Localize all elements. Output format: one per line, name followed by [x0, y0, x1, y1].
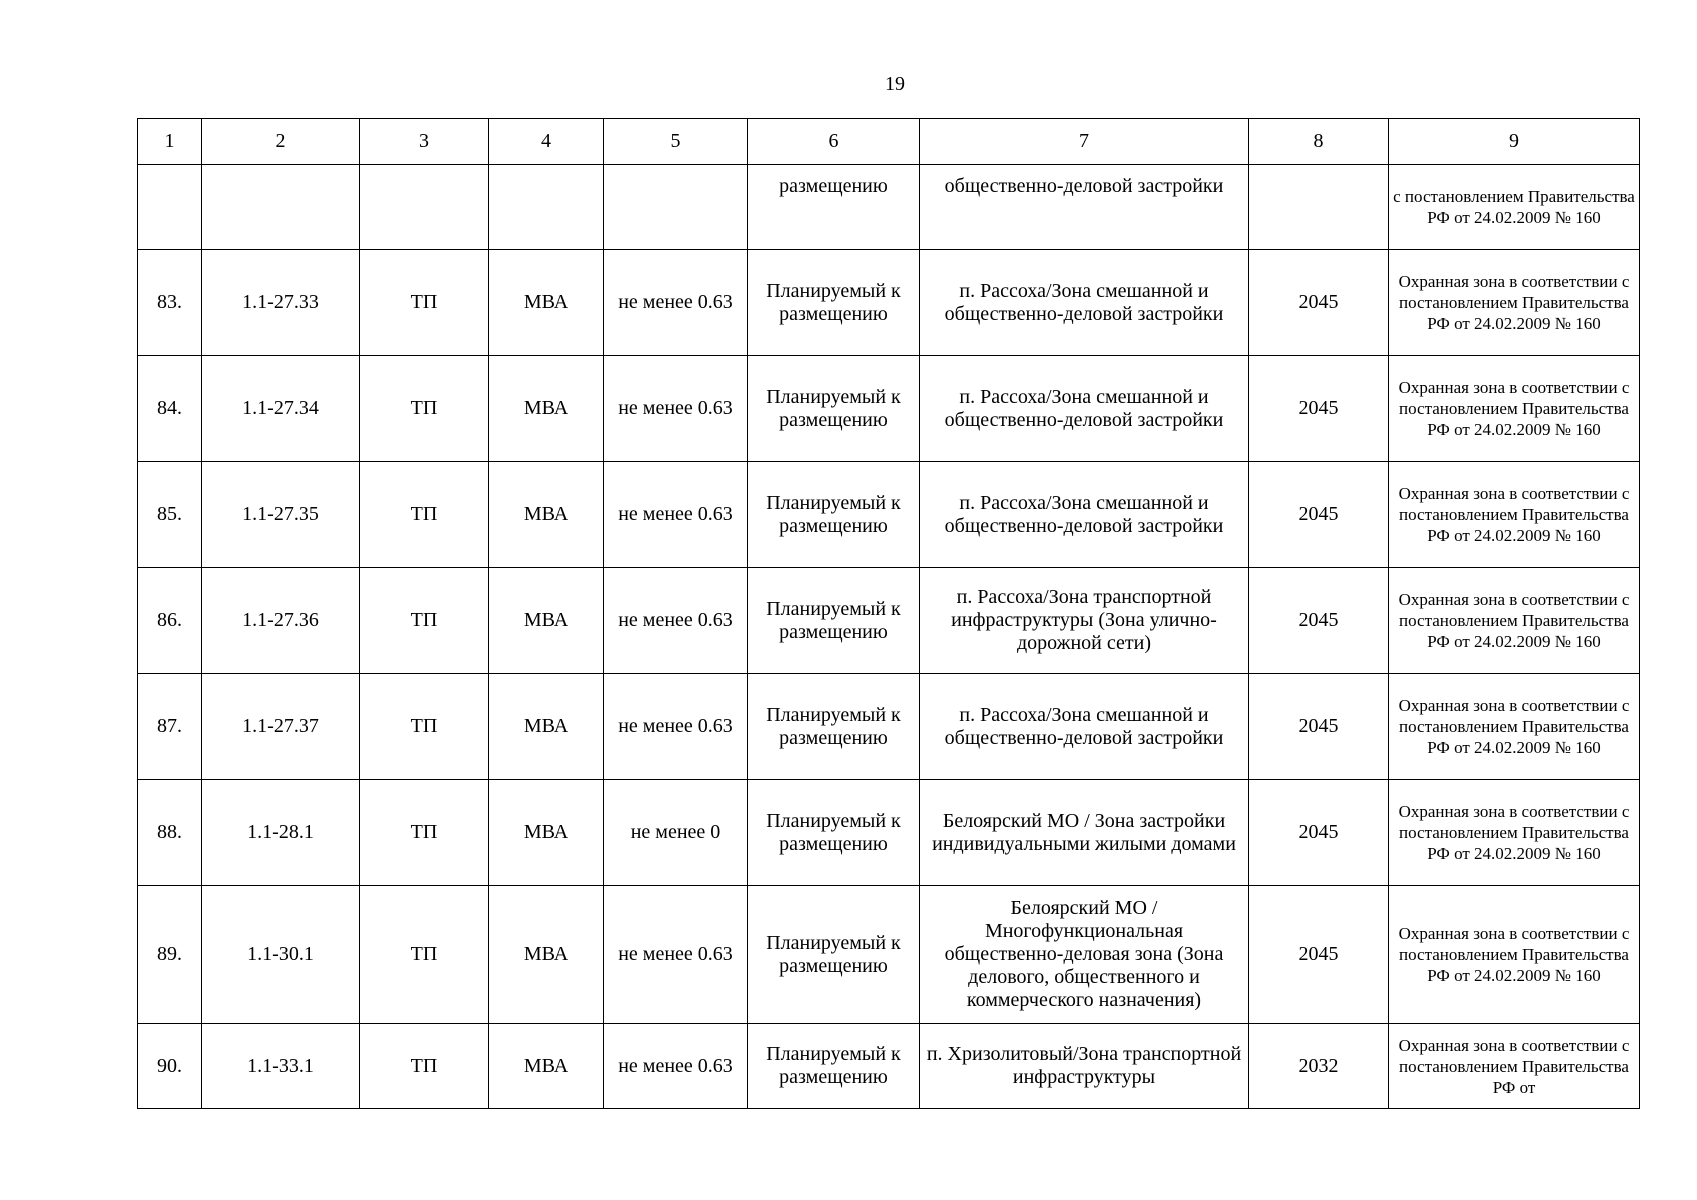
location-cell: п. Хризолитовый/Зона транспортной инфраструктуры [920, 1024, 1249, 1109]
unit-cell: МВА [489, 1024, 604, 1109]
status-cell: размещению [748, 165, 920, 250]
capacity-cell: не менее 0.63 [604, 356, 748, 462]
number-cell: 84. [138, 356, 202, 462]
location-cell: п. Рассоха/Зона смешанной и общественно-деловой застройки [920, 250, 1249, 356]
code-cell: 1.1-27.35 [202, 462, 360, 568]
code-cell: 1.1-27.34 [202, 356, 360, 462]
capacity-cell: не менее 0 [604, 780, 748, 886]
status-cell: Планируемый к размещению [748, 1024, 920, 1109]
type-cell: ТП [360, 568, 489, 674]
header-cell: 2 [202, 119, 360, 165]
type-cell: ТП [360, 356, 489, 462]
type-cell [360, 165, 489, 250]
status-cell: Планируемый к размещению [748, 356, 920, 462]
header-cell: 4 [489, 119, 604, 165]
table-row [138, 356, 1640, 462]
note-cell: Охранная зона в соответствии с постановлением Правительства РФ от 24.02.2009 № 160 [1389, 780, 1640, 886]
location-cell: п. Рассоха/Зона транспортной инфраструктуры (Зона улично-дорожной сети) [920, 568, 1249, 674]
capacity-cell: не менее 0.63 [604, 886, 748, 1024]
unit-cell: МВА [489, 886, 604, 1024]
code-cell: 1.1-33.1 [202, 1024, 360, 1109]
capacity-cell: не менее 0.63 [604, 1024, 748, 1109]
unit-cell: МВА [489, 462, 604, 568]
note-cell: Охранная зона в соответствии с постановлением Правительства РФ от 24.02.2009 № 160 [1389, 356, 1640, 462]
year-cell: 2045 [1249, 674, 1389, 780]
year-cell [1249, 165, 1389, 250]
header-cell: 7 [920, 119, 1249, 165]
objects-table [137, 118, 1640, 1109]
table-row [138, 780, 1640, 886]
year-cell: 2045 [1249, 462, 1389, 568]
unit-cell [489, 165, 604, 250]
location-cell: общественно-деловой застройки [920, 165, 1249, 250]
unit-cell: МВА [489, 568, 604, 674]
table-row [138, 886, 1640, 1024]
code-cell: 1.1-27.36 [202, 568, 360, 674]
unit-cell: МВА [489, 250, 604, 356]
number-cell [138, 165, 202, 250]
number-cell: 86. [138, 568, 202, 674]
table-header-row [138, 119, 1640, 165]
note-cell: Охранная зона в соответствии с постановлением Правительства РФ от 24.02.2009 № 160 [1389, 250, 1640, 356]
number-cell: 85. [138, 462, 202, 568]
note-cell: с постановлением Правительства РФ от 24.02.2009 № 160 [1389, 165, 1640, 250]
table-row [138, 1024, 1640, 1109]
header-cell: 1 [138, 119, 202, 165]
status-cell: Планируемый к размещению [748, 462, 920, 568]
type-cell: ТП [360, 674, 489, 780]
status-cell: Планируемый к размещению [748, 674, 920, 780]
code-cell: 1.1-27.33 [202, 250, 360, 356]
table-row-continuation [138, 165, 1640, 250]
year-cell: 2045 [1249, 356, 1389, 462]
number-cell: 90. [138, 1024, 202, 1109]
location-cell: п. Рассоха/Зона смешанной и общественно-деловой застройки [920, 356, 1249, 462]
note-cell: Охранная зона в соответствии с постановлением Правительства РФ от 24.02.2009 № 160 [1389, 462, 1640, 568]
status-cell: Планируемый к размещению [748, 568, 920, 674]
location-cell: п. Рассоха/Зона смешанной и общественно-деловой застройки [920, 674, 1249, 780]
capacity-cell [604, 165, 748, 250]
table-row [138, 250, 1640, 356]
year-cell: 2032 [1249, 1024, 1389, 1109]
unit-cell: МВА [489, 780, 604, 886]
capacity-cell: не менее 0.63 [604, 462, 748, 568]
type-cell: ТП [360, 462, 489, 568]
year-cell: 2045 [1249, 250, 1389, 356]
header-cell: 5 [604, 119, 748, 165]
capacity-cell: не менее 0.63 [604, 250, 748, 356]
unit-cell: МВА [489, 356, 604, 462]
header-cell: 3 [360, 119, 489, 165]
location-cell: п. Рассоха/Зона смешанной и общественно-деловой застройки [920, 462, 1249, 568]
capacity-cell: не менее 0.63 [604, 568, 748, 674]
table-row [138, 674, 1640, 780]
status-cell: Планируемый к размещению [748, 780, 920, 886]
year-cell: 2045 [1249, 568, 1389, 674]
header-cell: 8 [1249, 119, 1389, 165]
note-cell: Охранная зона в соответствии с постановлением Правительства РФ от 24.02.2009 № 160 [1389, 886, 1640, 1024]
table-row [138, 568, 1640, 674]
code-cell: 1.1-28.1 [202, 780, 360, 886]
type-cell: ТП [360, 1024, 489, 1109]
year-cell: 2045 [1249, 886, 1389, 1024]
note-cell: Охранная зона в соответствии с постановлением Правительства РФ от 24.02.2009 № 160 [1389, 568, 1640, 674]
status-cell: Планируемый к размещению [748, 886, 920, 1024]
note-cell: Охранная зона в соответствии с постановлением Правительства РФ от 24.02.2009 № 160 [1389, 674, 1640, 780]
code-cell: 1.1-27.37 [202, 674, 360, 780]
number-cell: 83. [138, 250, 202, 356]
number-cell: 88. [138, 780, 202, 886]
location-cell: Белоярский МО / Зона застройки индивидуальными жилыми домами [920, 780, 1249, 886]
year-cell: 2045 [1249, 780, 1389, 886]
type-cell: ТП [360, 780, 489, 886]
type-cell: ТП [360, 250, 489, 356]
location-cell: Белоярский МО / Многофункциональная общественно-деловая зона (Зона делового, общественного и коммерческого назначения) [920, 886, 1249, 1024]
table-row [138, 462, 1640, 568]
header-cell: 6 [748, 119, 920, 165]
capacity-cell: не менее 0.63 [604, 674, 748, 780]
number-cell: 89. [138, 886, 202, 1024]
unit-cell: МВА [489, 674, 604, 780]
header-cell: 9 [1389, 119, 1640, 165]
status-cell: Планируемый к размещению [748, 250, 920, 356]
type-cell: ТП [360, 886, 489, 1024]
page-number: 19 [885, 73, 905, 95]
code-cell: 1.1-30.1 [202, 886, 360, 1024]
number-cell: 87. [138, 674, 202, 780]
code-cell [202, 165, 360, 250]
note-cell: Охранная зона в соответствии с постановлением Правительства РФ от [1389, 1024, 1640, 1109]
